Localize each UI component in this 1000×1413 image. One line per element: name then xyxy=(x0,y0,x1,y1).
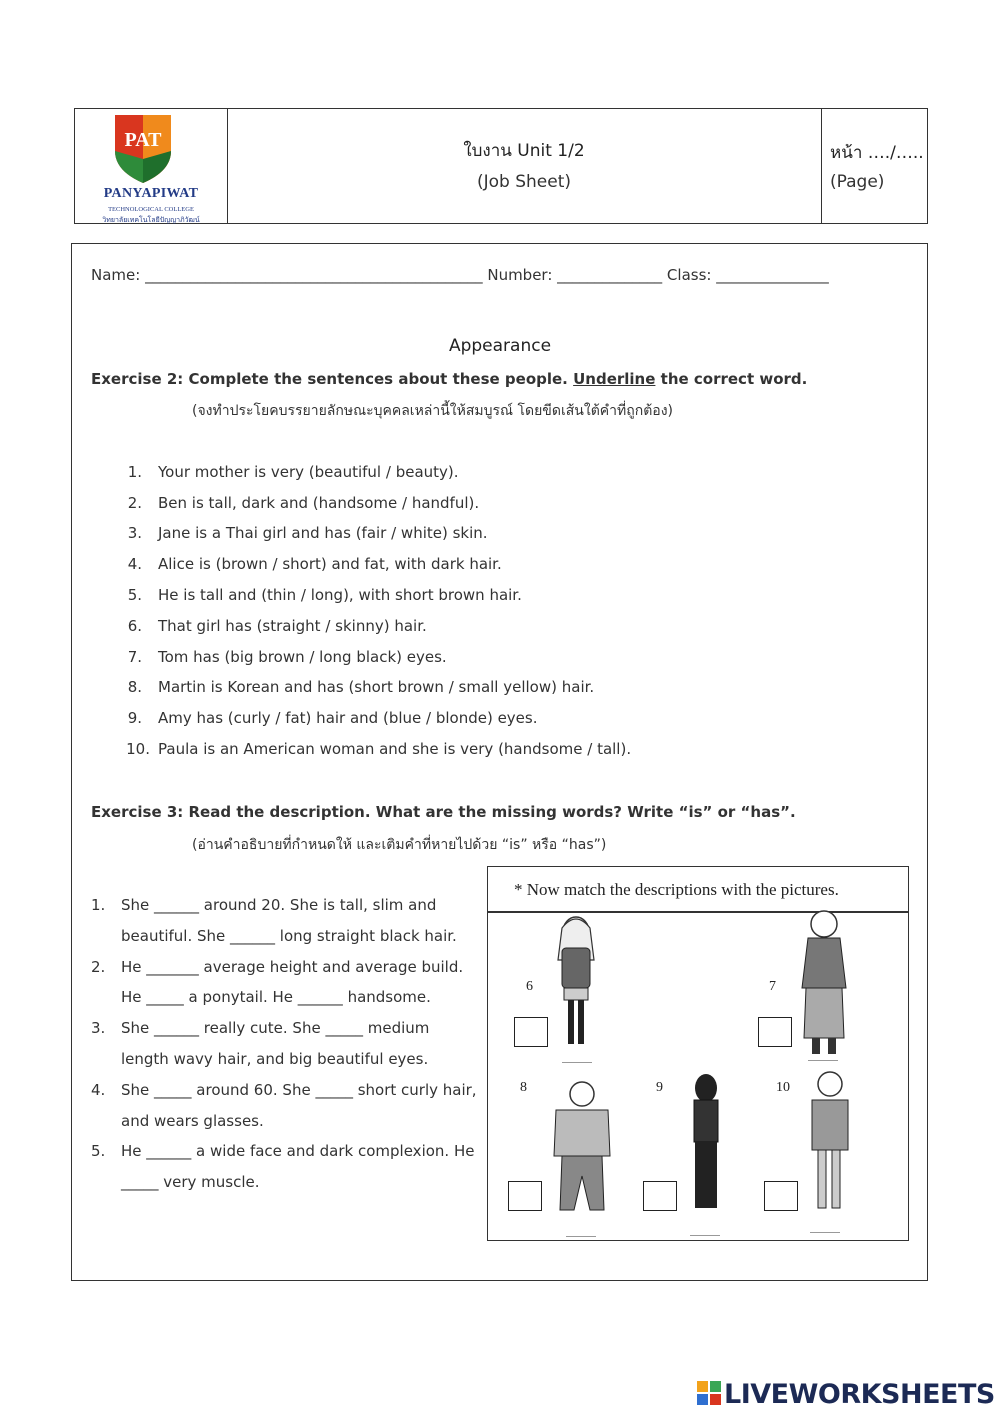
picture-number: 10 xyxy=(776,1080,790,1095)
list-item: Martin is Korean and has (short brown / small yellow) hair. xyxy=(158,678,595,696)
list-item-number: 8. xyxy=(127,678,142,696)
header-table xyxy=(74,108,928,224)
person-7-illustration xyxy=(794,908,854,1058)
picture-number: 8 xyxy=(520,1080,527,1095)
exercise2-thai: (จงทำประโยคบรรยายลักษณะบุคคลเหล่านี้ให้สมบูรณ์ โดยขีดเส้นใต้คำที่ถูกต้อง) xyxy=(192,403,674,419)
list-item-number: 10. xyxy=(126,740,150,758)
list-item: length wavy hair, and big beautiful eyes. xyxy=(121,1050,429,1068)
college-thai-name: วิทยาลัยเทคโนโลยีปัญญาภิวัฒน์ xyxy=(102,216,200,224)
person-9-illustration xyxy=(684,1072,728,1216)
sheet-subtitle: (Job Sheet) xyxy=(476,172,572,192)
college-name: PANYAPIWAT xyxy=(103,186,199,201)
answer-box-8[interactable] xyxy=(508,1181,542,1211)
list-item: Your mother is very (beautiful / beauty). xyxy=(158,463,459,481)
list-item: That girl has (straight / skinny) hair. xyxy=(158,617,427,635)
college-subname: TECHNOLOGICAL COLLEGE xyxy=(108,206,194,213)
list-item: She ______ really cute. She _____ medium xyxy=(121,1019,430,1037)
list-item: He _______ average height and average build. xyxy=(121,958,464,976)
list-item: She ______ around 20. She is tall, slim and xyxy=(121,896,437,914)
sheet-title: ใบงาน Unit 1/2 xyxy=(463,141,585,161)
exercise2-heading xyxy=(91,370,807,388)
list-item-number: 2. xyxy=(91,958,106,976)
list-item: and wears glasses. xyxy=(121,1112,264,1130)
answer-box-6[interactable] xyxy=(514,1017,548,1047)
list-item: beautiful. She ______ long straight black hair. xyxy=(121,927,457,945)
person-8-illustration xyxy=(546,1080,618,1218)
list-item-number: 6. xyxy=(127,617,142,635)
list-item: He is tall and (thin / long), with short brown hair. xyxy=(158,586,522,604)
logo-cell xyxy=(75,109,228,223)
list-item-number: 4. xyxy=(91,1081,106,1099)
divider xyxy=(690,1235,720,1236)
list-item-number: 1. xyxy=(127,463,142,481)
exercise2-heading-pre: Exercise 2: Complete the sentences about these people. xyxy=(91,370,574,388)
person-6-illustration xyxy=(548,914,604,1048)
list-item-number: 5. xyxy=(127,586,142,604)
list-item-number: 3. xyxy=(127,524,142,542)
divider xyxy=(566,1236,596,1237)
exercise3-thai: (อ่านคำอธิบายที่กำหนดให้ และเติมคำที่หายไปด้วย “is” หรือ “has”) xyxy=(192,837,607,853)
list-item-number: 4. xyxy=(127,555,142,573)
picture-panel-header xyxy=(488,867,908,913)
section-title: Appearance xyxy=(448,336,552,356)
list-item: Jane is a Thai girl and has (fair / white) skin. xyxy=(158,524,488,542)
list-item-number: 5. xyxy=(91,1142,106,1160)
liveworksheets-logo-icon xyxy=(697,1381,721,1405)
page-cell xyxy=(821,109,927,223)
exercise3-heading: Exercise 3: Read the description. What are the missing words? Write “is” or “has”. xyxy=(91,803,796,821)
list-item: Tom has (big brown / long black) eyes. xyxy=(158,648,447,666)
list-item-number: 9. xyxy=(127,709,142,727)
page-label: หน้า …./….. xyxy=(830,143,924,163)
list-item: Alice is (brown / short) and fat, with dark hair. xyxy=(158,555,502,573)
picture-number: 7 xyxy=(769,979,776,994)
exercise2-heading-underline: Underline xyxy=(573,370,656,388)
picture-number: 6 xyxy=(526,979,533,994)
title-cell xyxy=(227,109,822,223)
list-item: He ______ a wide face and dark complexion. He xyxy=(121,1142,475,1160)
watermark: LIVEWORKSHEETS xyxy=(724,1379,995,1410)
exercise2-heading-post: the correct word. xyxy=(655,370,808,388)
list-item: Ben is tall, dark and (handsome / handful). xyxy=(158,494,480,512)
divider xyxy=(562,1062,592,1063)
list-item: He _____ a ponytail. He ______ handsome. xyxy=(121,988,431,1006)
picture-number: 9 xyxy=(656,1080,663,1095)
page-label-en: (Page) xyxy=(830,172,885,192)
list-item-number: 7. xyxy=(127,648,142,666)
list-item: Paula is an American woman and she is very (handsome / tall). xyxy=(158,740,632,758)
divider xyxy=(808,1060,838,1061)
list-item: She _____ around 60. She _____ short curly hair, xyxy=(121,1081,477,1099)
person-10-illustration xyxy=(804,1070,854,1216)
list-item-number: 1. xyxy=(91,896,106,914)
picture-instruction: * Now match the descriptions with the pictures. xyxy=(514,880,839,899)
list-item-number: 2. xyxy=(127,494,142,512)
list-item: _____ very muscle. xyxy=(121,1173,260,1191)
logo-badge-text: PAT xyxy=(124,129,162,151)
answer-box-10[interactable] xyxy=(764,1181,798,1211)
list-item-number: 3. xyxy=(91,1019,106,1037)
list-item: Amy has (curly / fat) hair and (blue / blonde) eyes. xyxy=(158,709,538,727)
divider xyxy=(810,1232,840,1233)
student-info-line: Name: _____________________________________________ Number: ______________ Class: _______________ xyxy=(91,266,829,284)
answer-box-9[interactable] xyxy=(643,1181,677,1211)
answer-box-7[interactable] xyxy=(758,1017,792,1047)
